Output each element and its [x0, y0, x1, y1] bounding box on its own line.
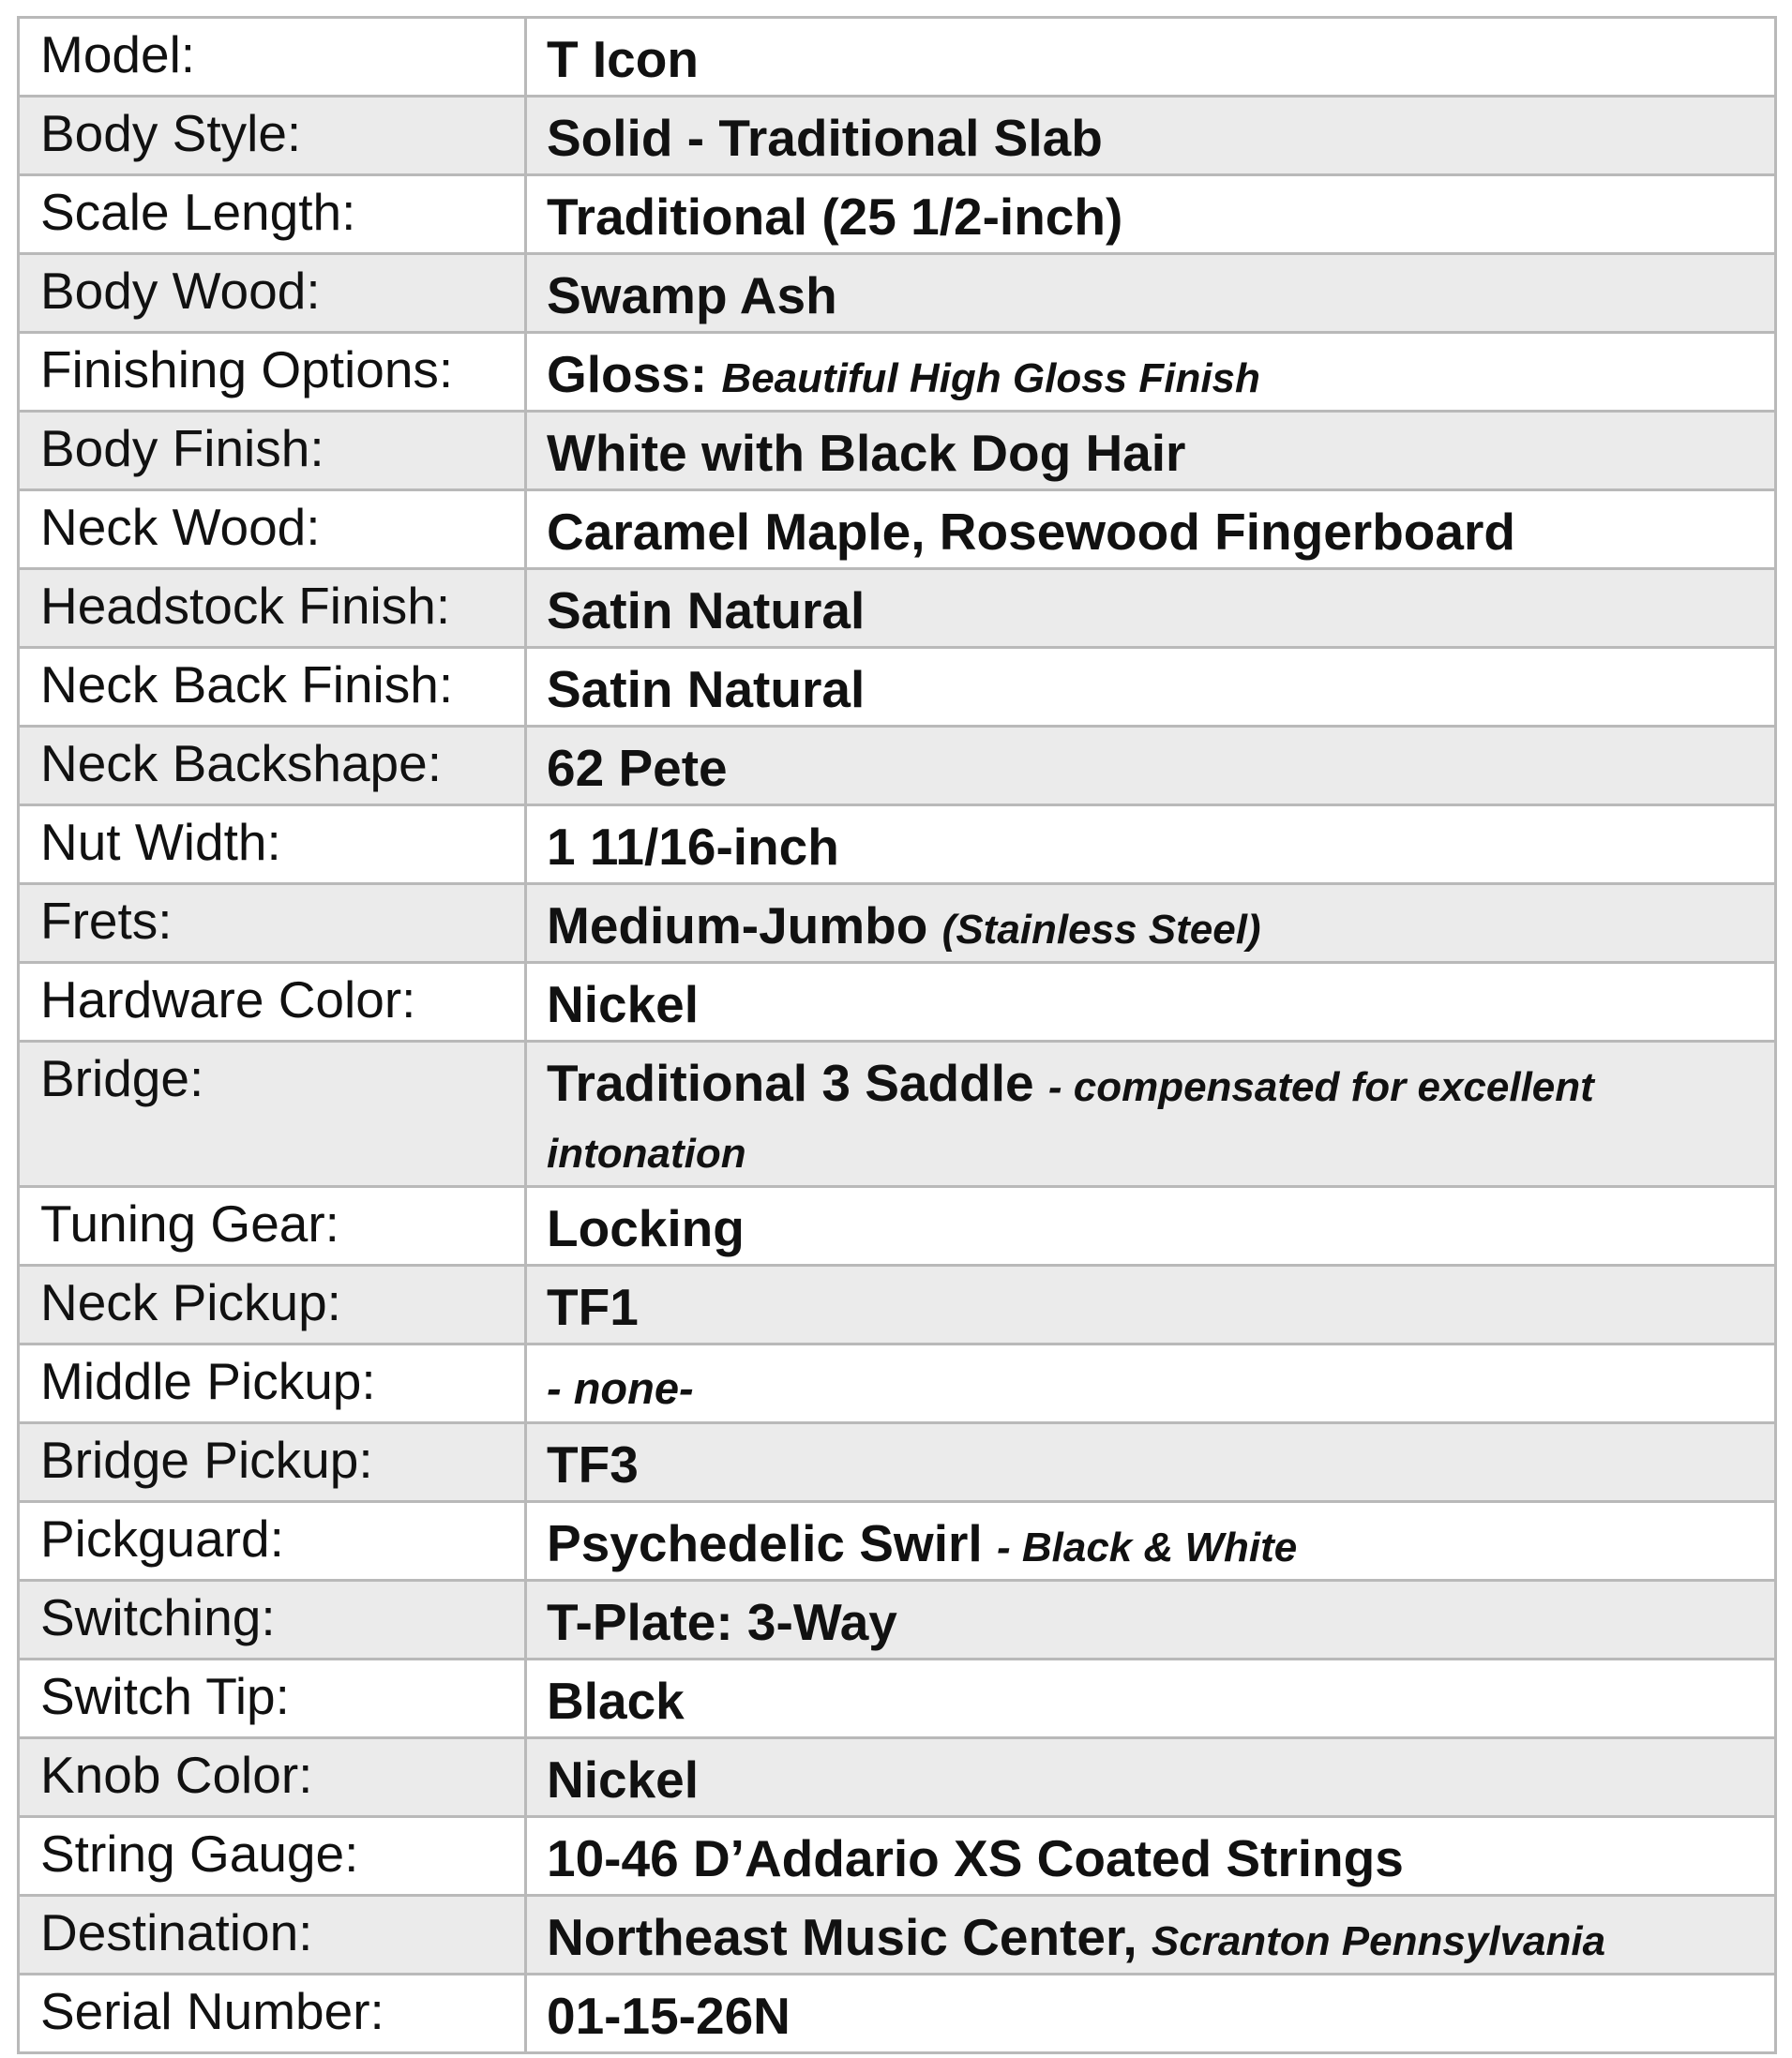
spec-row-bridge: [19, 1042, 1776, 1187]
spec-label: Body Style:: [40, 104, 302, 162]
spec-value-cell: [526, 333, 1776, 412]
spec-note: (Stainless Steel): [941, 907, 1261, 953]
spec-value: Gloss:: [547, 345, 708, 403]
spec-row-hardware-color: [19, 963, 1776, 1042]
spec-label-cell: [19, 1344, 526, 1423]
spec-value-cell: [526, 1660, 1776, 1738]
spec-value-cell: [526, 569, 1776, 648]
spec-row-model: [19, 18, 1776, 97]
spec-label: Pickguard:: [40, 1510, 284, 1568]
spec-label: Nut Width:: [40, 813, 281, 871]
spec-note: - none-: [547, 1363, 694, 1413]
spec-row-serial-number: [19, 1975, 1776, 2053]
spec-value: Satin Natural: [547, 660, 866, 718]
spec-label-cell: [19, 1817, 526, 1896]
spec-label: Tuning Gear:: [40, 1194, 339, 1253]
spec-value-cell: [526, 727, 1776, 805]
spec-row-frets: [19, 884, 1776, 963]
spec-value: Psychedelic Swirl: [547, 1514, 983, 1572]
spec-value: 01-15-26N: [547, 1987, 791, 2045]
spec-value-cell: [526, 1896, 1776, 1975]
spec-value: 10-46 D’Addario XS Coated Strings: [547, 1829, 1404, 1887]
spec-label: Hardware Color:: [40, 970, 416, 1029]
spec-note: Beautiful High Gloss Finish: [721, 355, 1260, 401]
spec-value-cell: [526, 18, 1776, 97]
spec-label: Knob Color:: [40, 1746, 313, 1804]
spec-label: Middle Pickup:: [40, 1352, 376, 1410]
spec-label-cell: [19, 175, 526, 254]
spec-label: Body Wood:: [40, 262, 321, 320]
spec-row-finishing-options: [19, 333, 1776, 412]
spec-value-cell: [526, 648, 1776, 727]
spec-value-cell: [526, 1266, 1776, 1344]
spec-value-cell: [526, 1344, 1776, 1423]
spec-row-switch-tip: [19, 1660, 1776, 1738]
spec-label-cell: [19, 412, 526, 490]
spec-value-cell: [526, 97, 1776, 175]
spec-value: Nickel: [547, 975, 700, 1033]
spec-value: Solid - Traditional Slab: [547, 109, 1103, 167]
spec-label-cell: [19, 884, 526, 963]
spec-label: Switching:: [40, 1588, 276, 1646]
spec-row-neck-wood: [19, 490, 1776, 569]
spec-label-cell: [19, 1042, 526, 1187]
spec-label-cell: [19, 333, 526, 412]
spec-value: Satin Natural: [547, 581, 866, 639]
spec-value: T Icon: [547, 30, 699, 88]
spec-value: Medium-Jumbo: [547, 896, 928, 954]
spec-row-switching: [19, 1581, 1776, 1660]
spec-row-neck-back-finish: [19, 648, 1776, 727]
spec-label-cell: [19, 1502, 526, 1581]
spec-row-destination: [19, 1896, 1776, 1975]
spec-row-headstock-finish: [19, 569, 1776, 648]
spec-value-cell: [526, 490, 1776, 569]
spec-label: Neck Back Finish:: [40, 655, 454, 714]
spec-label-cell: [19, 1660, 526, 1738]
spec-label: Serial Number:: [40, 1982, 384, 2040]
spec-note: Scranton Pennsylvania: [1151, 1918, 1606, 1964]
spec-value: TF3: [547, 1435, 639, 1494]
spec-label: Neck Wood:: [40, 498, 321, 556]
spec-row-knob-color: [19, 1738, 1776, 1817]
spec-label: Destination:: [40, 1903, 313, 1961]
spec-value: Swamp Ash: [547, 266, 837, 324]
spec-label-cell: [19, 254, 526, 333]
spec-value-cell: [526, 1042, 1776, 1187]
spec-row-pickguard: [19, 1502, 1776, 1581]
spec-label-cell: [19, 1266, 526, 1344]
spec-label-cell: [19, 1581, 526, 1660]
spec-row-body-finish: [19, 412, 1776, 490]
spec-value-cell: [526, 412, 1776, 490]
spec-value: Locking: [547, 1199, 745, 1257]
spec-value: TF1: [547, 1278, 639, 1336]
spec-label-cell: [19, 963, 526, 1042]
spec-value: Nickel: [547, 1750, 700, 1809]
spec-row-bridge-pickup: [19, 1423, 1776, 1502]
spec-value-cell: [526, 884, 1776, 963]
spec-row-string-gauge: [19, 1817, 1776, 1896]
spec-table: [17, 16, 1777, 2054]
spec-note: - Black & White: [996, 1525, 1298, 1570]
spec-value-cell: [526, 1423, 1776, 1502]
spec-label: String Gauge:: [40, 1825, 359, 1883]
spec-row-body-style: [19, 97, 1776, 175]
spec-value-cell: [526, 805, 1776, 884]
spec-value: Traditional (25 1/2-inch): [547, 188, 1123, 246]
spec-value: Black: [547, 1672, 685, 1730]
spec-row-tuning-gear: [19, 1187, 1776, 1266]
spec-label-cell: [19, 648, 526, 727]
spec-label: Finishing Options:: [40, 340, 454, 398]
spec-value-cell: [526, 1817, 1776, 1896]
spec-label-cell: [19, 18, 526, 97]
spec-row-nut-width: [19, 805, 1776, 884]
spec-value-cell: [526, 1502, 1776, 1581]
spec-value-cell: [526, 175, 1776, 254]
spec-label: Bridge Pickup:: [40, 1431, 373, 1489]
spec-label: Frets:: [40, 892, 173, 950]
spec-value: T-Plate: 3-Way: [547, 1593, 897, 1651]
spec-label-cell: [19, 1975, 526, 2053]
spec-value: 1 11/16-inch: [547, 818, 839, 876]
spec-note: - compensated for excellent intonation: [547, 1064, 1594, 1177]
spec-label: Neck Backshape:: [40, 734, 442, 792]
spec-value: White with Black Dog Hair: [547, 424, 1186, 482]
spec-label: Scale Length:: [40, 183, 356, 241]
spec-label: Neck Pickup:: [40, 1273, 341, 1331]
spec-value-cell: [526, 1738, 1776, 1817]
spec-value-cell: [526, 963, 1776, 1042]
spec-row-neck-pickup: [19, 1266, 1776, 1344]
spec-label: Switch Tip:: [40, 1667, 290, 1725]
spec-value-cell: [526, 1187, 1776, 1266]
spec-label-cell: [19, 490, 526, 569]
spec-value-cell: [526, 1581, 1776, 1660]
spec-row-neck-backshape: [19, 727, 1776, 805]
spec-label-cell: [19, 569, 526, 648]
spec-label-cell: [19, 97, 526, 175]
spec-row-scale-length: [19, 175, 1776, 254]
spec-value: Traditional 3 Saddle: [547, 1054, 1034, 1112]
spec-value: Caramel Maple, Rosewood Fingerboard: [547, 503, 1515, 561]
spec-label-cell: [19, 1896, 526, 1975]
spec-row-middle-pickup: [19, 1344, 1776, 1423]
spec-label-cell: [19, 1423, 526, 1502]
spec-label: Bridge:: [40, 1049, 204, 1107]
spec-label: Body Finish:: [40, 419, 324, 477]
spec-label-cell: [19, 805, 526, 884]
spec-label: Headstock Finish:: [40, 577, 451, 635]
spec-value-cell: [526, 1975, 1776, 2053]
spec-value: Northeast Music Center,: [547, 1908, 1137, 1966]
spec-row-body-wood: [19, 254, 1776, 333]
spec-value: 62 Pete: [547, 739, 728, 797]
spec-label-cell: [19, 1738, 526, 1817]
spec-label-cell: [19, 1187, 526, 1266]
spec-value-cell: [526, 254, 1776, 333]
spec-label: Model:: [40, 25, 196, 83]
spec-label-cell: [19, 727, 526, 805]
